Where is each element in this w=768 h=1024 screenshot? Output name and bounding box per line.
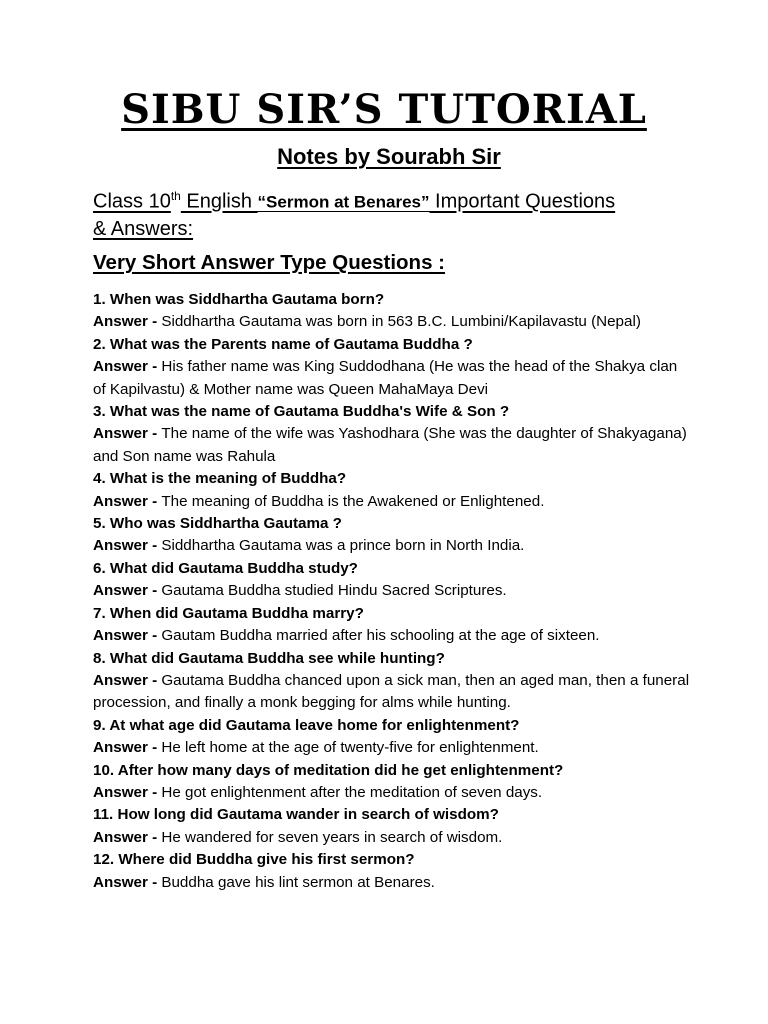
answer-3 <box>93 423 693 468</box>
answer-text: Gautama Buddha studied Hindu Sacred Scriptures. <box>161 582 507 600</box>
class-heading <box>93 183 693 243</box>
answer-1 <box>93 311 693 333</box>
answer-6 <box>93 580 693 602</box>
answer-label: Answer - <box>93 671 162 689</box>
answer-text: Siddhartha Gautama was born in 563 B.C. Lumbini/Kapilavastu (Nepal) <box>161 313 641 331</box>
answer-label: Answer - <box>93 739 162 757</box>
answer-9 <box>93 737 693 759</box>
answer-11 <box>93 827 693 849</box>
question-10: 10. After how many days of meditation did he get enlightenment? <box>93 761 564 779</box>
qa-block <box>93 289 693 894</box>
answer-label: Answer - <box>93 358 162 376</box>
answer-label: Answer - <box>93 492 162 510</box>
section-heading: Very Short Answer Type Questions : <box>93 251 446 274</box>
answer-2 <box>93 356 693 401</box>
answer-text: Siddhartha Gautama was a prince born in North India. <box>161 537 525 555</box>
answer-text: The name of the wife was Yashodhara (She was the daughter of Shakyagana) and Son name was Rahula <box>93 425 687 465</box>
question-5: 5. Who was Siddhartha Gautama ? <box>93 515 342 533</box>
question-12: 12. Where did Buddha give his first sermon? <box>93 851 415 869</box>
answer-text: The meaning of Buddha is the Awakened or Enlightened. <box>161 492 545 510</box>
answer-label: Answer - <box>93 873 162 891</box>
answer-text: Buddha gave his lint sermon at Benares. <box>161 873 435 891</box>
document-subtitle: Notes by Sourabh Sir <box>277 144 501 169</box>
answer-label: Answer - <box>93 783 162 801</box>
answer-4 <box>93 491 693 513</box>
question-2: 2. What was the Parents name of Gautama Buddha ? <box>93 335 473 353</box>
answer-label: Answer - <box>93 425 162 443</box>
answer-8 <box>93 670 693 715</box>
answer-12 <box>93 872 693 894</box>
answer-5 <box>93 535 693 557</box>
answer-text: His father name was King Suddodhana (He was the head of the Shakya clan of Kapilvastu) & Mother name was Queen MahaMaya Devi <box>93 358 678 398</box>
question-8: 8. What did Gautama Buddha see while hunting? <box>93 649 445 667</box>
answer-7 <box>93 625 693 647</box>
class-heading-line2: & Answers: <box>93 217 194 240</box>
answer-text: He left home at the age of twenty-five for enlightenment. <box>161 739 539 757</box>
answer-10 <box>93 782 693 804</box>
class-heading-lead: Class 10 <box>93 190 171 213</box>
answer-text: Gautama Buddha chanced upon a sick man, then an aged man, then a funeral procession, and finally a monk begging for alms while hunting. <box>93 671 690 712</box>
class-heading-rest: Important Questions <box>429 190 616 213</box>
answer-label: Answer - <box>93 828 162 846</box>
class-heading-english: English <box>180 190 258 213</box>
answer-text: He got enlightenment after the meditation of seven days. <box>161 783 543 801</box>
answer-label: Answer - <box>93 627 162 645</box>
answer-label: Answer - <box>93 313 162 331</box>
document-title: SIBU SIR’S TUTORIAL <box>121 86 647 133</box>
question-11: 11. How long did Gautama wander in search of wisdom? <box>93 806 499 824</box>
class-heading-quoted-title: “Sermon at Benares” <box>257 192 430 212</box>
question-9: 9. At what age did Gautama leave home for enlightenment? <box>93 716 520 734</box>
answer-label: Answer - <box>93 537 162 555</box>
question-1: 1. When was Siddhartha Gautama born? <box>93 291 385 308</box>
answer-text: Gautam Buddha married after his schooling at the age of sixteen. <box>161 627 600 645</box>
question-7: 7. When did Gautama Buddha marry? <box>93 604 364 622</box>
answer-text: He wandered for seven years in search of wisdom. <box>161 828 503 846</box>
question-3: 3. What was the name of Gautama Buddha's Wife & Son ? <box>93 403 510 421</box>
question-4: 4. What is the meaning of Buddha? <box>93 470 347 488</box>
question-6: 6. What did Gautama Buddha study? <box>93 559 358 577</box>
answer-label: Answer - <box>93 582 162 600</box>
class-heading-sup: th <box>170 189 181 203</box>
